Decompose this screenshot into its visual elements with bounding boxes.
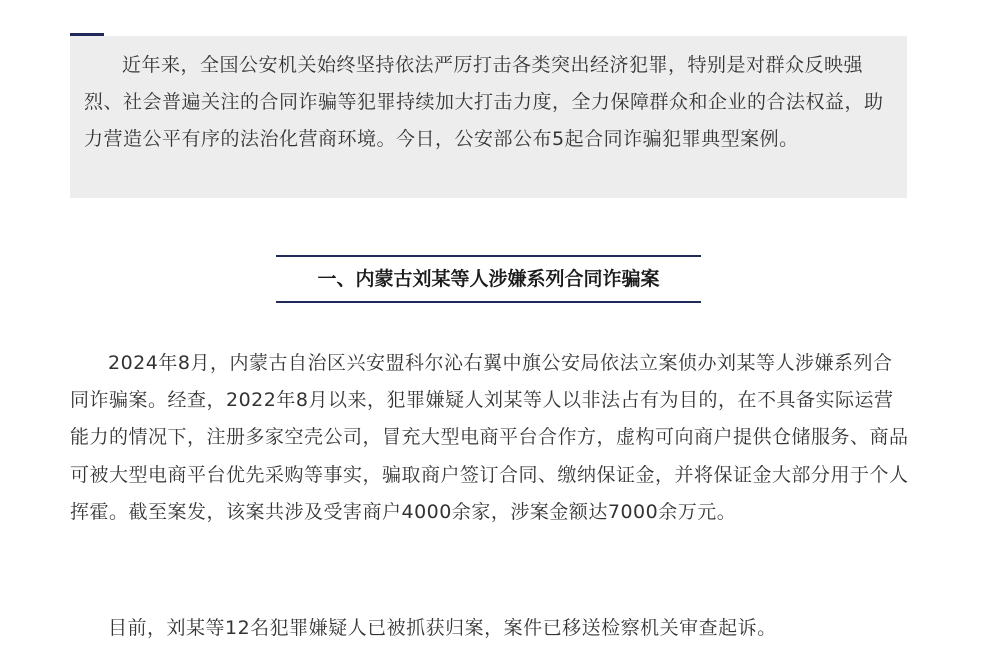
- heading-rule-top: [276, 255, 701, 257]
- summary-text: 近年来，全国公安机关始终坚持依法严厉打击各类突出经济犯罪，特别是对群众反映强烈、社会普遍关注的合同诈骗等犯罪持续加大打击力度，全力保障群众和企业的合法权益，助力营造公平有序的法治化营商环境。今日，公安部公布5起合同诈骗犯罪典型案例。: [84, 54, 884, 150]
- case-description-paragraph: 2024年8月，内蒙古自治区兴安盟科尔沁右翼中旗公安局依法立案侦办刘某等人涉嫌系列合同诈骗案。经查，2022年8月以来，犯罪嫌疑人刘某等人以非法占有为目的，在不具备实际运营能力的情况下，注册多家空壳公司，冒充大型电商平台合作方，虚构可向商户提供仓储服务、商品可被大型电商平台优先采购等事实，骗取商户签订合同、缴纳保证金，并将保证金大部分用于个人挥霍。截至案发，该案共涉及受害商户4000余家，涉案金额达7000余万元。: [70, 352, 909, 523]
- section-heading: 一、内蒙古刘某等人涉嫌系列合同诈骗案: [317, 268, 660, 290]
- case-status-paragraph: 目前，刘某等12名犯罪嫌疑人已被抓获归案，案件已移送检察机关审查起诉。: [108, 617, 777, 639]
- heading-rule-bottom: [276, 301, 701, 303]
- section-heading-block: [276, 255, 701, 303]
- summary-box: [70, 36, 907, 198]
